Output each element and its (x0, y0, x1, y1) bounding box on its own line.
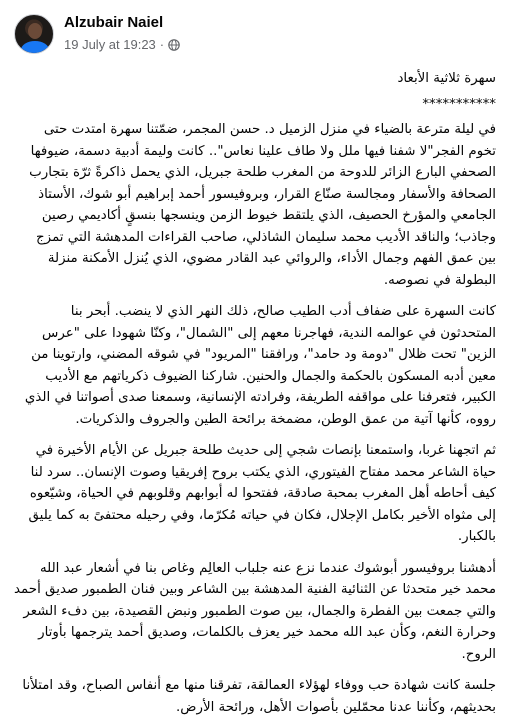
avatar-shirt (21, 41, 49, 54)
globe-icon[interactable] (168, 39, 180, 51)
post-divider: *********** (422, 96, 496, 112)
avatar-face (28, 23, 42, 39)
post-paragraph: كانت السهرة على ضفاف أدب الطيب صالح، ذلك النهر الذي لا ينضب. أبحر بنا المتحدثون في عوالمه الندية، فهاجرنا معهم إلى "الشمال"، وكنّا شهودا على "عرس الزين" تحت ظلال "دومة ود حامد"، ورافقنا "المريود" في شوقه المضني، وارتوينا من معين أدبه المسكون بالحكمة والجمال والحنين. شاركنا الضيوف ذكرياتهم مع الأديب الكبير، فتعرفنا على مواقفه الطريفة، وفرادته الإنسانية، وسمعنا صدى أصواتنا في الذي رووه، كأنها آتية من عمق الوطن، مضمخة برائحة الطين والجروف والذكريات. (24, 304, 496, 427)
post-paragraph: ثم اتجهنا غربا، واستمعنا بإنصات شجي إلى حديث طلحة جبريل عن الأيام الأخيرة في حياة الشاعر محمد مفتاح الفيتوري، الذي يكتب بروح إفريقيا وصوت الإنسان.. سرد لنا كيف أحاطه أهل المغرب بمحبة صادقة، ففتحوا له أبوابهم وقلوبهم في الحياة، وشيّعوه إلى مثواه الأخير بكامل الإجلال، فكان في حياته مُكرّما، وفي رحيله محتفىً به كما يليق بالكبار. (28, 443, 496, 544)
avatar[interactable] (14, 14, 54, 54)
post-content (14, 60, 496, 728)
post-paragraph: في ليلة مترعة بالضياء في منزل الزميل د. حسن المجمر، ضمّتنا سهرة امتدت حتى تخوم الفجر"لا شفنا فيها ملل ولا طاف علينا نعاس".. كانت وليمة أدبية دسمة، ضيوفها الصحفي البارع الزائر للدوحة من المغرب طلحة جبريل، الذي يحمل ذاكرةً ثرّة بتجارب الصحافة والأسفار ومجالسة صنّاع القرار، وبروفيسور أحمد إبراهيم أبو شوك، الأستاذ الجامعي والمؤرخ الحصيف، الذي يلتقط خيوط الزمن وينسجها بنسقٍ أكاديمي رصين وجاذب؛ والناقد الأديب محمد سليمان الشاذلي، صاحب القراءات المدهشة التي تمزج بين عمق الفهم وجمال الأداء، والروائي عبد القادر مضوي، الذي يُنزل الأمكنة منزلة البطولة في نصوصه. (29, 122, 496, 288)
post-meta (64, 37, 180, 52)
author-name[interactable]: Alzubair Naiel (64, 14, 164, 31)
meta-separator: · (159, 37, 165, 52)
post-header (10, 10, 496, 58)
post-paragraph: أدهشنا بروفيسور أبوشوك عندما نزع عنه جلباب العالِم وغاص بنا في أشعار عبد الله محمد خير متحدثا عن الثنائية الفنية المدهشة بين الشاعر وبين فنان الطمبور صديق أحمد والتي جمعت بين الفطرة والجمال، بين صوت الطمبور ونبض القصيدة، بين دفء الشعر وحرارة النغم، وكأن عبد الله محمد خير يعزف بالكلمات، وصديق أحمد يترجمها بأوتار الروح. (14, 560, 496, 662)
post-paragraph: جلسة كانت شهادة حب ووفاء لهؤلاء العمالقة، تفرقنا منها مع أنفاس الصباح، وقد امتلأنا بحديثهم، وكأننا عدنا محمّلين بأصوات الأهل، ورائحة الأرض. (22, 678, 496, 715)
post-title: سهرة ثلاثية الأبعاد (397, 71, 496, 86)
post-timestamp[interactable]: 19 July at 19:23 (64, 37, 156, 52)
